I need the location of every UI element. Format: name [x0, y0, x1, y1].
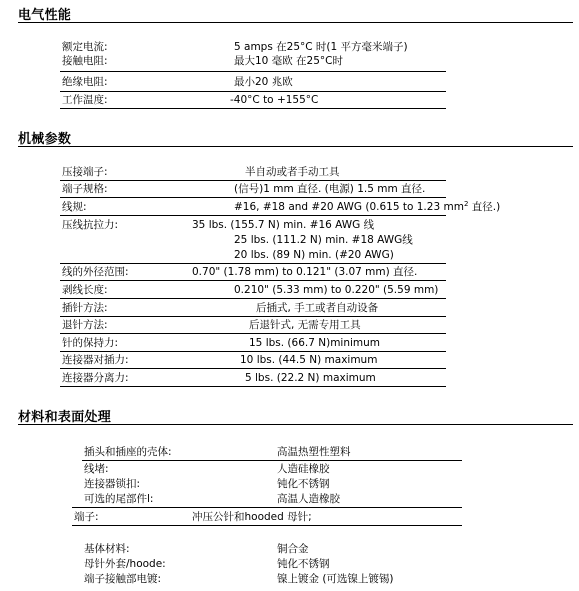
unmating-force-label: 连接器分离力:	[62, 372, 129, 384]
base-material-value: 铜合金	[277, 543, 309, 555]
row-divider	[60, 333, 446, 334]
rated-current-label: 额定电流:	[62, 41, 108, 53]
contact-resistance-label: 接触电阻:	[62, 55, 108, 67]
connector-latch-label: 连接器锁扣:	[84, 478, 141, 490]
section-divider	[18, 22, 573, 23]
section-divider	[18, 424, 573, 425]
row-divider	[72, 507, 462, 508]
wire-od-value: 0.70" (1.78 mm) to 0.121" (3.07 mm) 直径.	[192, 266, 418, 278]
terminal-spec-value: (信号)1 mm 直径. (电源) 1.5 mm 直径.	[234, 183, 426, 195]
strip-length-label: 剥线长度:	[62, 284, 108, 296]
row-divider	[60, 215, 446, 216]
row-divider	[60, 280, 446, 281]
row-divider	[60, 197, 446, 198]
crimp-tensile-value-20awg: 20 lbs. (89 N) min. (#20 AWG)	[234, 249, 394, 261]
crimp-terminal-value: 半自动或者手动工具	[245, 166, 340, 178]
contact-plating-label: 端子接触部电镀:	[84, 573, 162, 585]
row-divider	[60, 351, 446, 352]
crimp-terminal-label: 压接端子:	[62, 166, 108, 178]
crimp-tensile-label: 压线抗拉力:	[62, 219, 119, 231]
wire-seal-label: 线堵:	[84, 463, 109, 475]
insulation-resistance-label: 绝缘电阻:	[62, 76, 108, 88]
pin-insertion-value: 后插式, 手工或者自动设备	[256, 302, 379, 314]
insulation-resistance-value: 最小20 兆欧	[234, 76, 293, 88]
unmating-force-value: 5 lbs. (22.2 N) maximum	[245, 372, 376, 384]
row-divider	[60, 386, 446, 387]
pin-retention-value: 15 lbs. (66.7 N)minimum	[249, 337, 381, 349]
optional-tail-value: 高温人造橡胶	[277, 493, 340, 505]
connector-latch-value: 钝化不锈钢	[277, 478, 330, 490]
contact-plating-value: 镍上镀金 (可选镍上镀锡)	[277, 573, 394, 585]
row-divider	[60, 368, 446, 369]
wire-gauge-value-tail: 直径.)	[468, 201, 501, 213]
pin-retention-label: 针的保持力:	[62, 337, 119, 349]
mechanical-section-title: 机械参数	[18, 132, 72, 147]
terminal-spec-label: 端子规格:	[62, 183, 108, 195]
row-divider	[60, 298, 446, 299]
housing-label: 插头和插座的壳体:	[84, 446, 172, 458]
row-divider	[60, 71, 446, 72]
pin-extraction-label: 退针方法:	[62, 319, 108, 331]
materials-section-title: 材料和表面处理	[18, 410, 112, 425]
row-divider	[60, 316, 446, 317]
row-divider	[60, 263, 446, 264]
wire-seal-value: 人造硅橡胶	[277, 463, 330, 475]
row-divider	[82, 460, 462, 461]
electrical-section-title: 电气性能	[18, 8, 72, 23]
wire-gauge-superscript: 2	[463, 200, 469, 208]
rated-current-value: 5 amps 在25°C 时(1 平方毫米端子)	[234, 41, 408, 53]
wire-gauge-value-main: #16, #18 and #20 AWG (0.615 to 1.23 mm	[234, 201, 464, 213]
row-divider	[60, 180, 446, 181]
section-divider	[18, 146, 573, 147]
mating-force-label: 连接器对插力:	[62, 354, 129, 366]
female-hood-label: 母针外套/hoode:	[84, 558, 166, 570]
crimp-tensile-value-16awg: 35 lbs. (155.7 N) min. #16 AWG 线	[192, 219, 375, 231]
strip-length-value: 0.210" (5.33 mm) to 0.220" (5.59 mm)	[234, 284, 439, 296]
wire-gauge-value	[234, 201, 500, 214]
optional-tail-label: 可选的尾部件l:	[84, 493, 154, 505]
row-divider	[60, 108, 446, 109]
crimp-tensile-value-18awg: 25 lbs. (111.2 N) min. #18 AWG线	[234, 234, 413, 246]
row-divider	[72, 525, 462, 526]
terminals-label: 端子:	[74, 511, 99, 523]
wire-gauge-label: 线规:	[62, 201, 87, 213]
wire-od-label: 线的外径范围:	[62, 266, 129, 278]
housing-value: 高温热塑性塑料	[277, 446, 351, 458]
operating-temp-value: -40°C to +155°C	[230, 94, 319, 106]
pin-insertion-label: 插针方法:	[62, 302, 108, 314]
mating-force-value: 10 lbs. (44.5 N) maximum	[240, 354, 378, 366]
pin-extraction-value: 后退针式, 无需专用工具	[249, 319, 361, 331]
base-material-label: 基体材料:	[84, 543, 130, 555]
operating-temp-label: 工作温度:	[62, 94, 108, 106]
row-divider	[60, 91, 446, 92]
contact-resistance-value: 最大10 毫欧 在25°C时	[234, 55, 343, 67]
female-hood-value: 钝化不锈钢	[277, 558, 330, 570]
terminals-value: 冲压公针和hooded 母针;	[192, 511, 312, 523]
